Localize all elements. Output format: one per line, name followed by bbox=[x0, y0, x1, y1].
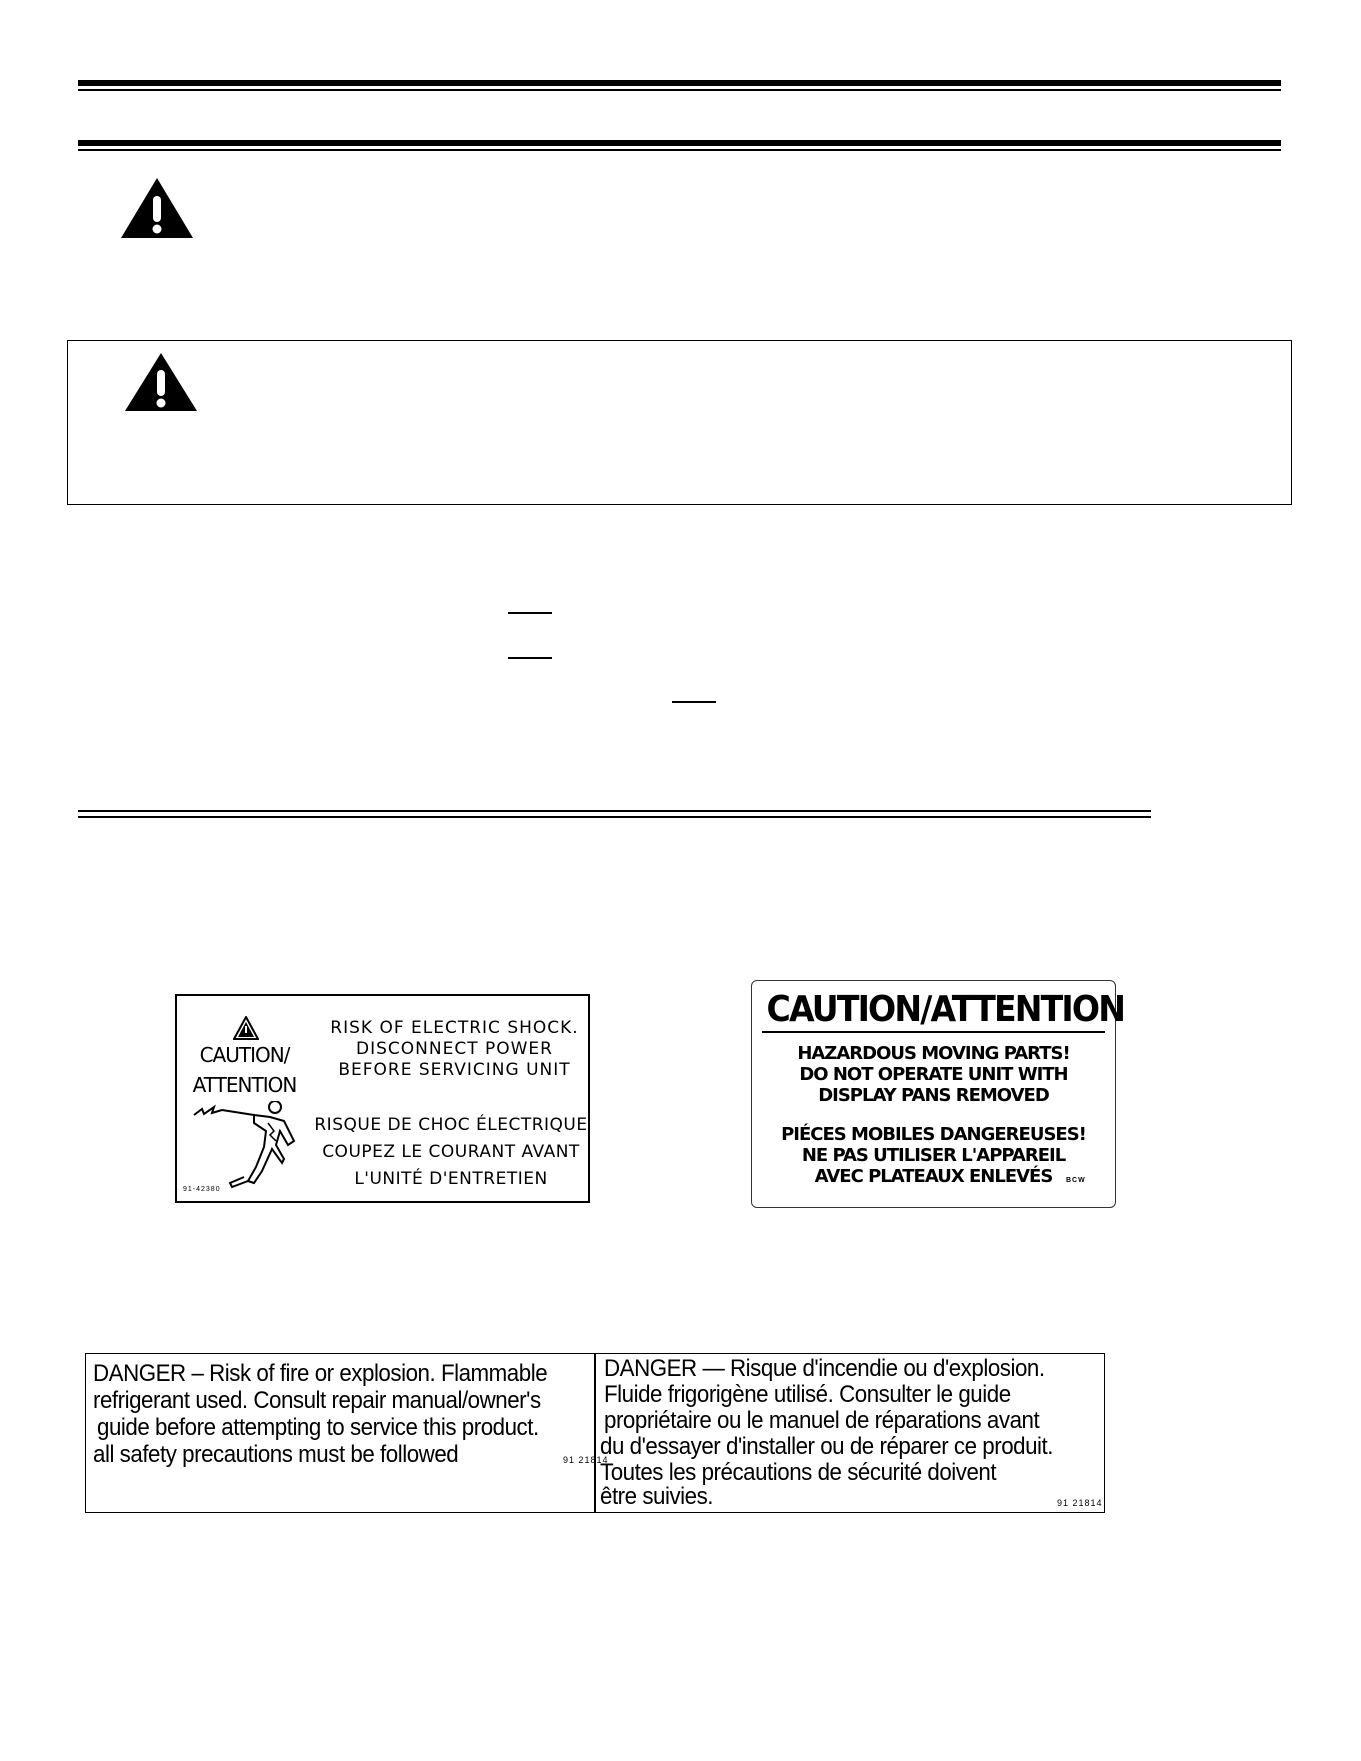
french-line-1: DANGER — Risque d'incendie ou d'explosion. bbox=[604, 1355, 1045, 1382]
label-part-number: 91-42380 bbox=[183, 1186, 221, 1193]
panel-divider bbox=[594, 1354, 596, 1512]
header-rule-top-thick bbox=[78, 80, 1281, 86]
section-rule-bottom bbox=[78, 816, 1151, 818]
french-part-number: 91 21814 bbox=[1057, 1498, 1103, 1508]
french-line-1: RISQUE DE CHOC ÉLECTRIQUE bbox=[314, 1115, 588, 1135]
underline-mark bbox=[508, 657, 552, 659]
header-rule-bottom-thin bbox=[78, 149, 1281, 151]
english-part-number: 91 21814 bbox=[563, 1455, 609, 1465]
french-line-2: NE PAS UTILISER L'APPAREIL bbox=[801, 1145, 1066, 1166]
french-line-1: PIÉCES MOBILES DANGEREUSES! bbox=[781, 1124, 1086, 1145]
french-line-5: Toutes les précautions de sécurité doivent bbox=[600, 1459, 997, 1486]
english-line-3: DISPLAY PANS REMOVED bbox=[818, 1085, 1049, 1106]
english-line-2: refrigerant used. Consult repair manual/owner's bbox=[93, 1387, 541, 1414]
english-line-1: HAZARDOUS MOVING PARTS! bbox=[797, 1043, 1070, 1064]
underline-mark bbox=[672, 701, 716, 703]
english-line-3: guide before attempting to service this product. bbox=[97, 1414, 539, 1441]
english-line-3: BEFORE SERVICING UNIT bbox=[338, 1060, 571, 1080]
warning-triangle-icon bbox=[123, 351, 199, 413]
warning-box bbox=[67, 340, 1292, 505]
french-line-3: AVEC PLATEAUX ENLEVÉS bbox=[814, 1166, 1053, 1187]
warning-triangle-icon bbox=[233, 1016, 259, 1040]
english-line-1: RISK OF ELECTRIC SHOCK. bbox=[330, 1018, 579, 1038]
moving-parts-caution-label bbox=[751, 980, 1125, 1208]
french-line-2: COUPEZ LE COURANT AVANT bbox=[322, 1142, 580, 1162]
warning-triangle-icon bbox=[119, 176, 195, 240]
caution-text: CAUTION/ bbox=[199, 1043, 290, 1067]
section-rule-top bbox=[78, 810, 1151, 812]
english-line-4: all safety precautions must be followed bbox=[93, 1441, 459, 1468]
french-line-2: Fluide frigorigène utilisé. Consulter le guide bbox=[604, 1381, 1011, 1408]
danger-flammable-refrigerant-label bbox=[85, 1353, 1105, 1513]
label-divider bbox=[762, 1031, 1105, 1033]
label-heading: CAUTION/ATTENTION bbox=[766, 989, 1125, 1030]
french-line-3: L'UNITÉ D'ENTRETIEN bbox=[354, 1169, 548, 1189]
underline-mark bbox=[508, 612, 552, 614]
label-part-number: BCW bbox=[1066, 1177, 1086, 1184]
header-rule-top-thin bbox=[78, 89, 1281, 91]
french-line-3: propriétaire ou le manuel de réparations avant bbox=[604, 1407, 1040, 1434]
english-line-2: DISCONNECT POWER bbox=[356, 1039, 553, 1059]
english-line-1: DANGER – Risk of fire or explosion. Flammable bbox=[93, 1360, 548, 1387]
electric-shock-caution-label bbox=[175, 994, 590, 1203]
french-line-6: être suivies. bbox=[600, 1483, 714, 1510]
header-rule-bottom-thick bbox=[78, 140, 1281, 146]
attention-text: ATTENTION bbox=[192, 1073, 297, 1097]
french-line-4: du d'essayer d'installer ou de réparer ce produit. bbox=[600, 1433, 1054, 1460]
electric-shock-person-icon bbox=[192, 1101, 312, 1196]
english-line-2: DO NOT OPERATE UNIT WITH bbox=[799, 1064, 1068, 1085]
